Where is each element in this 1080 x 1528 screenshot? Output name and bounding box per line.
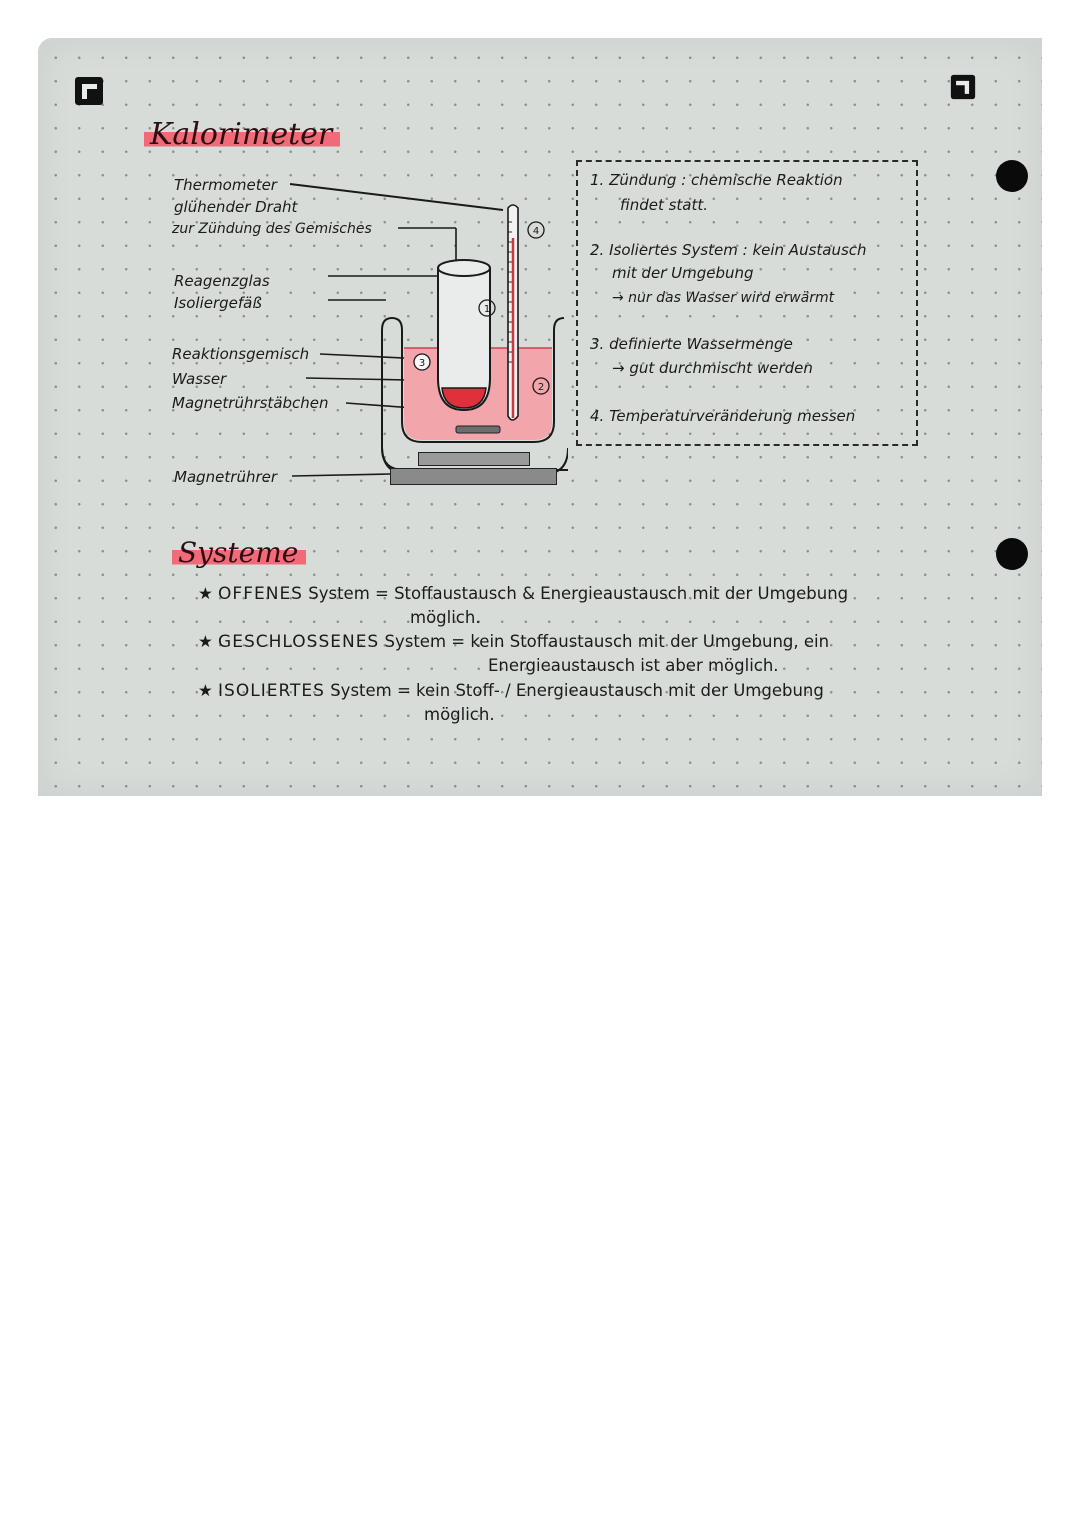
note-3-line1: 3. definierte Wassermenge <box>590 335 793 353</box>
label-water: Wasser <box>172 370 227 388</box>
system-closed-line1: ★ GESCHLOSSENES System = kein Stoffaustausch mit der Umgebung, ein <box>198 632 830 652</box>
system-open-line1: ★ OFFENES System = Stoffaustausch & Energieaustausch mit der Umgebung <box>198 584 849 604</box>
label-test-tube: Reagenzglas <box>174 272 270 290</box>
note-4-line1: 4. Temperaturveränderung messen <box>590 407 856 425</box>
system-open-name: OFFENES <box>218 584 303 604</box>
system-closed-desc: = kein Stoffaustausch mit der Umgebung, ein <box>451 632 830 651</box>
label-insulated-vessel: Isoliergefäß <box>174 294 262 312</box>
system-closed-line2: Energieaustausch ist aber möglich. <box>488 656 779 675</box>
label-wire-line1: glühender Draht <box>174 198 298 216</box>
system-isolated-name: ISOLIERTES <box>218 681 325 701</box>
system-isolated-desc: = kein Stoff- / Energieaustausch mit der Umgebung <box>396 681 824 700</box>
note-2-line3: → nur das Wasser wird erwärmt <box>612 290 835 306</box>
marker-3-text: 3 <box>418 358 426 369</box>
system-isolated-line1: ★ ISOLIERTES System = kein Stoff- / Energieaustausch mit der Umgebung <box>198 681 824 701</box>
marker-4-text: 4 <box>532 226 540 237</box>
notebook-page <box>38 38 1042 796</box>
label-wire-line2: zur Zündung des Gemisches <box>172 221 372 237</box>
corner-mark-left-icon <box>74 76 104 106</box>
leader-water <box>306 378 408 380</box>
label-reaction-mixture: Reaktionsgemisch <box>172 345 310 363</box>
calorimeter-title: Kalorimeter <box>144 120 340 150</box>
system-closed-word: System <box>384 632 447 651</box>
marker-1-text: 1 <box>483 304 491 315</box>
note-3-line2: → gut durchmischt werden <box>612 359 813 377</box>
binder-hole <box>996 538 1028 570</box>
system-open-word: System <box>308 584 370 603</box>
binder-hole <box>996 160 1028 192</box>
note-1-line2: findet statt. <box>620 196 709 214</box>
leader-thermometer <box>290 184 503 210</box>
leader-stirrer <box>292 474 390 476</box>
label-thermometer: Thermometer <box>174 176 277 194</box>
system-isolated-word: System <box>330 681 392 700</box>
note-1-line1: 1. Zündung : chemische Reaktion <box>590 171 843 189</box>
label-magnetic-stirrer: Magnetrührer <box>174 468 278 486</box>
system-isolated-line2: möglich. <box>424 705 495 724</box>
calorimeter-diagram <box>278 178 568 498</box>
magnetic-stirrer-plate <box>418 452 530 466</box>
note-2-line1: 2. Isoliertes System : kein Austausch <box>590 241 867 259</box>
systems-title: Systeme <box>172 538 306 568</box>
corner-mark-right-icon <box>950 74 976 100</box>
system-open-desc: = Stoffaustausch & Energieaustausch mit der Umgebung <box>375 584 849 603</box>
label-stir-bar: Magnetrührstäbchen <box>172 394 329 412</box>
system-closed-name: GESCHLOSSENES <box>218 632 380 652</box>
marker-2-text: 2 <box>537 382 545 393</box>
stir-bar <box>456 426 500 433</box>
note-2-line2: mit der Umgebung <box>612 264 754 282</box>
system-open-line2: möglich. <box>410 608 481 627</box>
magnetic-stirrer-base <box>390 468 557 485</box>
